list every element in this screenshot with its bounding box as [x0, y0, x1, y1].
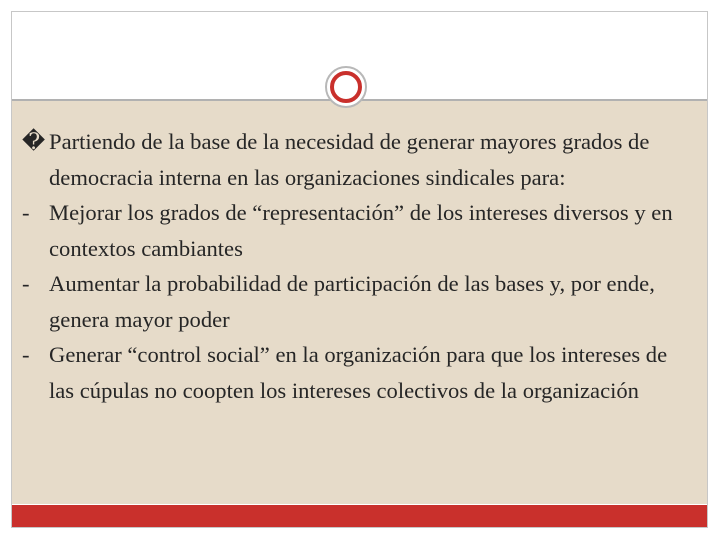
bullet-marker: �	[22, 129, 46, 154]
list-item	[22, 337, 692, 408]
list-item	[22, 195, 692, 266]
list-item-text: Aumentar la probabilidad de participación de las bases y, por ende, genera mayor poder	[49, 271, 655, 332]
intro-paragraph	[22, 124, 692, 195]
dash-marker: -	[22, 200, 30, 225]
footer-bar	[12, 505, 707, 527]
circle-ring	[330, 71, 362, 103]
intro-text: Partiendo de la base de la necesidad de generar mayores grados de democracia interna en las organizaciones sindicales para:	[49, 129, 650, 190]
list-item-text: Generar “control social” en la organización para que los intereses de las cúpulas no coopten los intereses colectivos de la organización	[49, 342, 668, 403]
dash-marker: -	[22, 342, 30, 367]
circle-ornament-icon	[325, 66, 367, 108]
slide-body	[22, 124, 692, 408]
list-item	[22, 266, 692, 337]
dash-marker: -	[22, 271, 30, 296]
list-item-text: Mejorar los grados de “representación” de los intereses diversos y en contextos cambiantes	[49, 200, 673, 261]
